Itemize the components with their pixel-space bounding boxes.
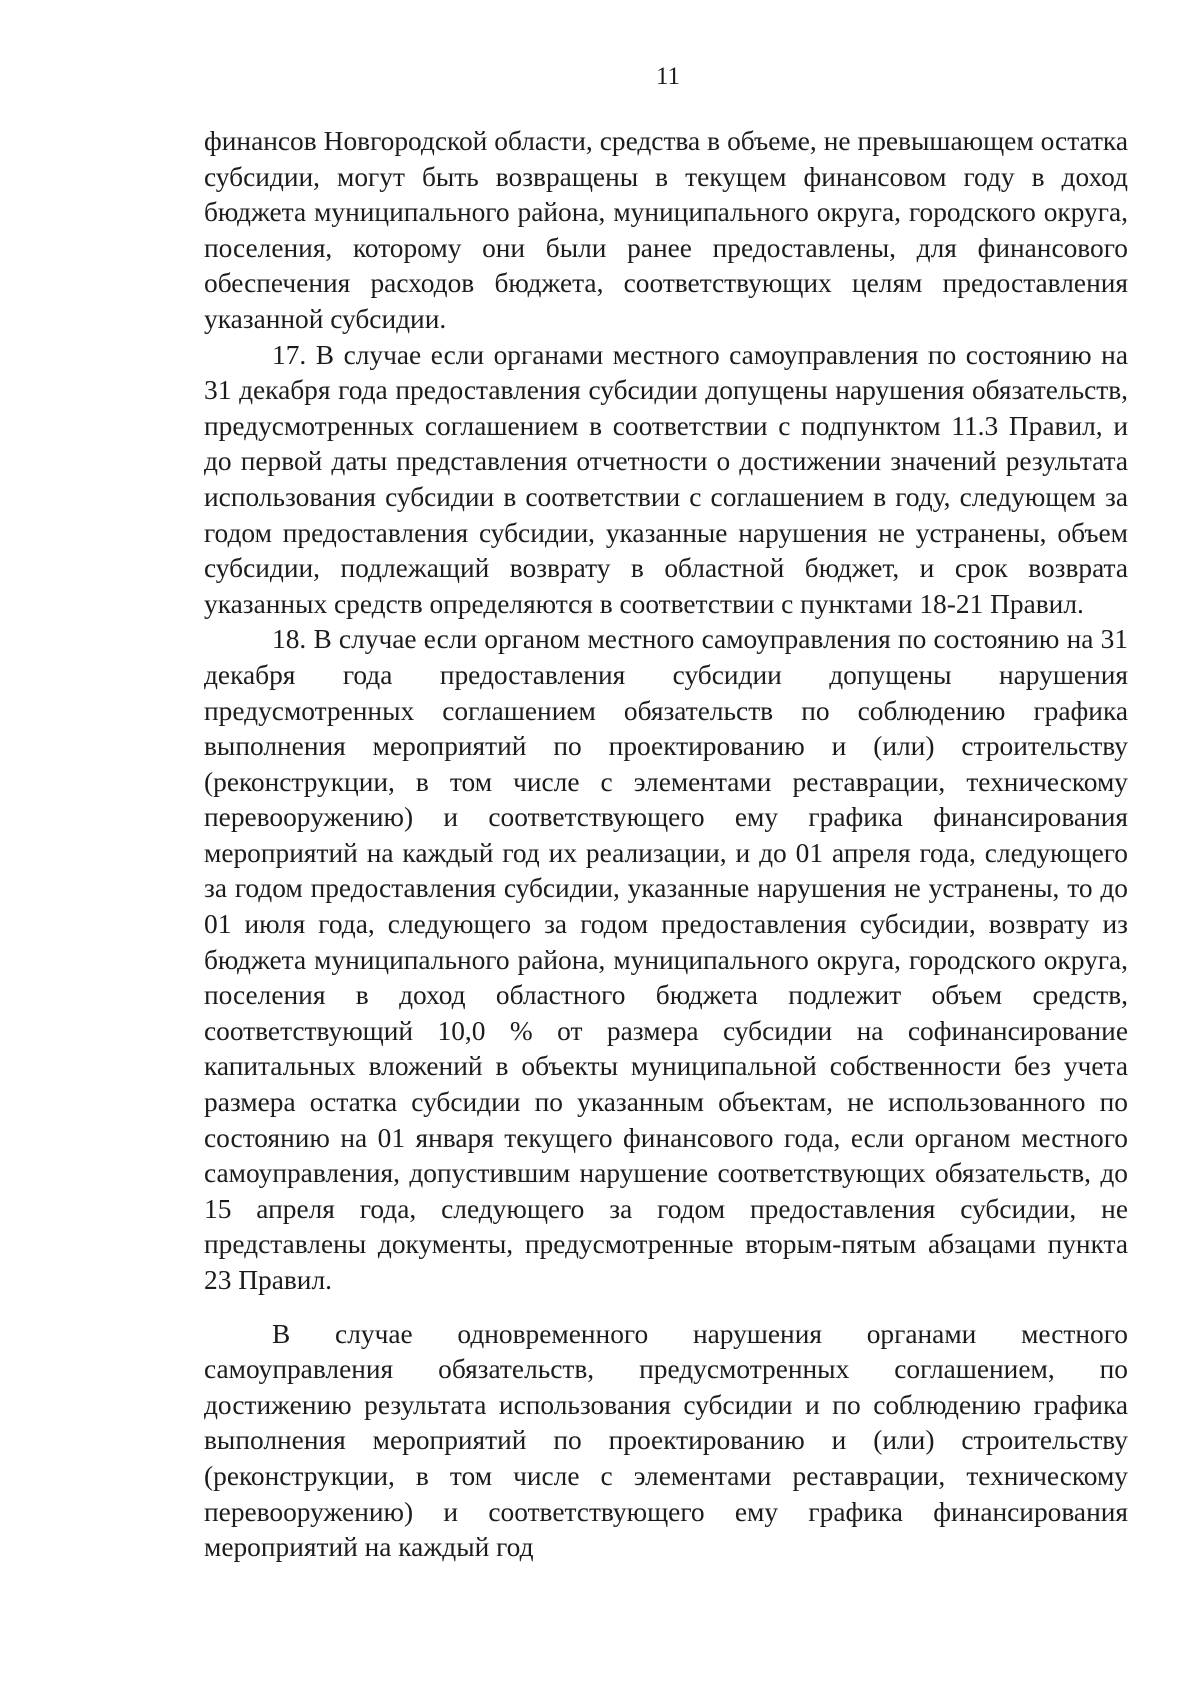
paragraph-item-17: 17. В случае если органами местного самоуправления по состоянию на 31 декабря года предоставления субсидии допущены нарушения обязательств, предусмотренных соглашением в соответствии с подпунктом 11.3 Правил, и до первой даты представления отчетности о достижении значений результата использования субсидии в соответствии с соглашением в году, следующем за годом предоставления субсидии, указанные нарушения не устранены, объем субсидии, подлежащий возврату в областной бюджет, и срок возврата указанных средств определяются в соответствии с пунктами 18-21 Правил. <box>204 339 1128 619</box>
document-body <box>204 124 1128 1566</box>
paragraph-simultaneous-violation: В случае одновременного нарушения органами местного самоуправления обязательств, предусмотренных соглашением, по достижению результата использования субсидии и по соблюдению графика выполнения мероприятий по проектированию и (или) строительству (реконструкции, в том числе с элементами реставрации, техническому перевооружению) и соответствующего ему графика финансирования мероприятий на каждый год <box>204 1318 1128 1563</box>
page-number: 11 <box>655 63 681 90</box>
paragraph-continuation: финансов Новгородской области, средства в объеме, не превышающем остатка субсидии, могут быть возвращены в текущем финансовом году в доход бюджета муниципального района, муниципального округа, городского округа, поселения, которому они были ранее предоставлены, для финансового обеспечения расходов бюджета, соответствующих целям предоставления указанной субсидии. <box>204 126 1128 334</box>
paragraph-item-18: 18. В случае если органом местного самоуправления по состоянию на 31 декабря года предоставления субсидии допущены нарушения предусмотренных соглашением обязательств по соблюдению графика выполнения мероприятий по проектированию и (или) строительству (реконструкции, в том числе с элементами реставрации, техническому перевооружению) и соответствующего ему графика финансирования мероприятий на каждый год их реализации, и до 01 апреля года, следующего за годом предоставления субсидии, указанные нарушения не устранены, то до 01 июля года, следующего за годом предоставления субсидии, возврату из бюджета муниципального района, муниципального округа, городского округа, поселения в доход областного бюджета подлежит объем средств, соответствующий 10,0 % от размера субсидии на софинансирование капитальных вложений в объекты муниципальной собственности без учета размера остатка субсидии по указанным объектам, не использованного по состоянию на 01 января текущего финансового года, если органом местного самоуправления, допустившим нарушение соответствующих обязательств, до 15 апреля года, следующего за годом предоставления субсидии, не представлены документы, предусмотренные вторым-пятым абзацами пункта 23 Правил. <box>204 624 1128 1295</box>
